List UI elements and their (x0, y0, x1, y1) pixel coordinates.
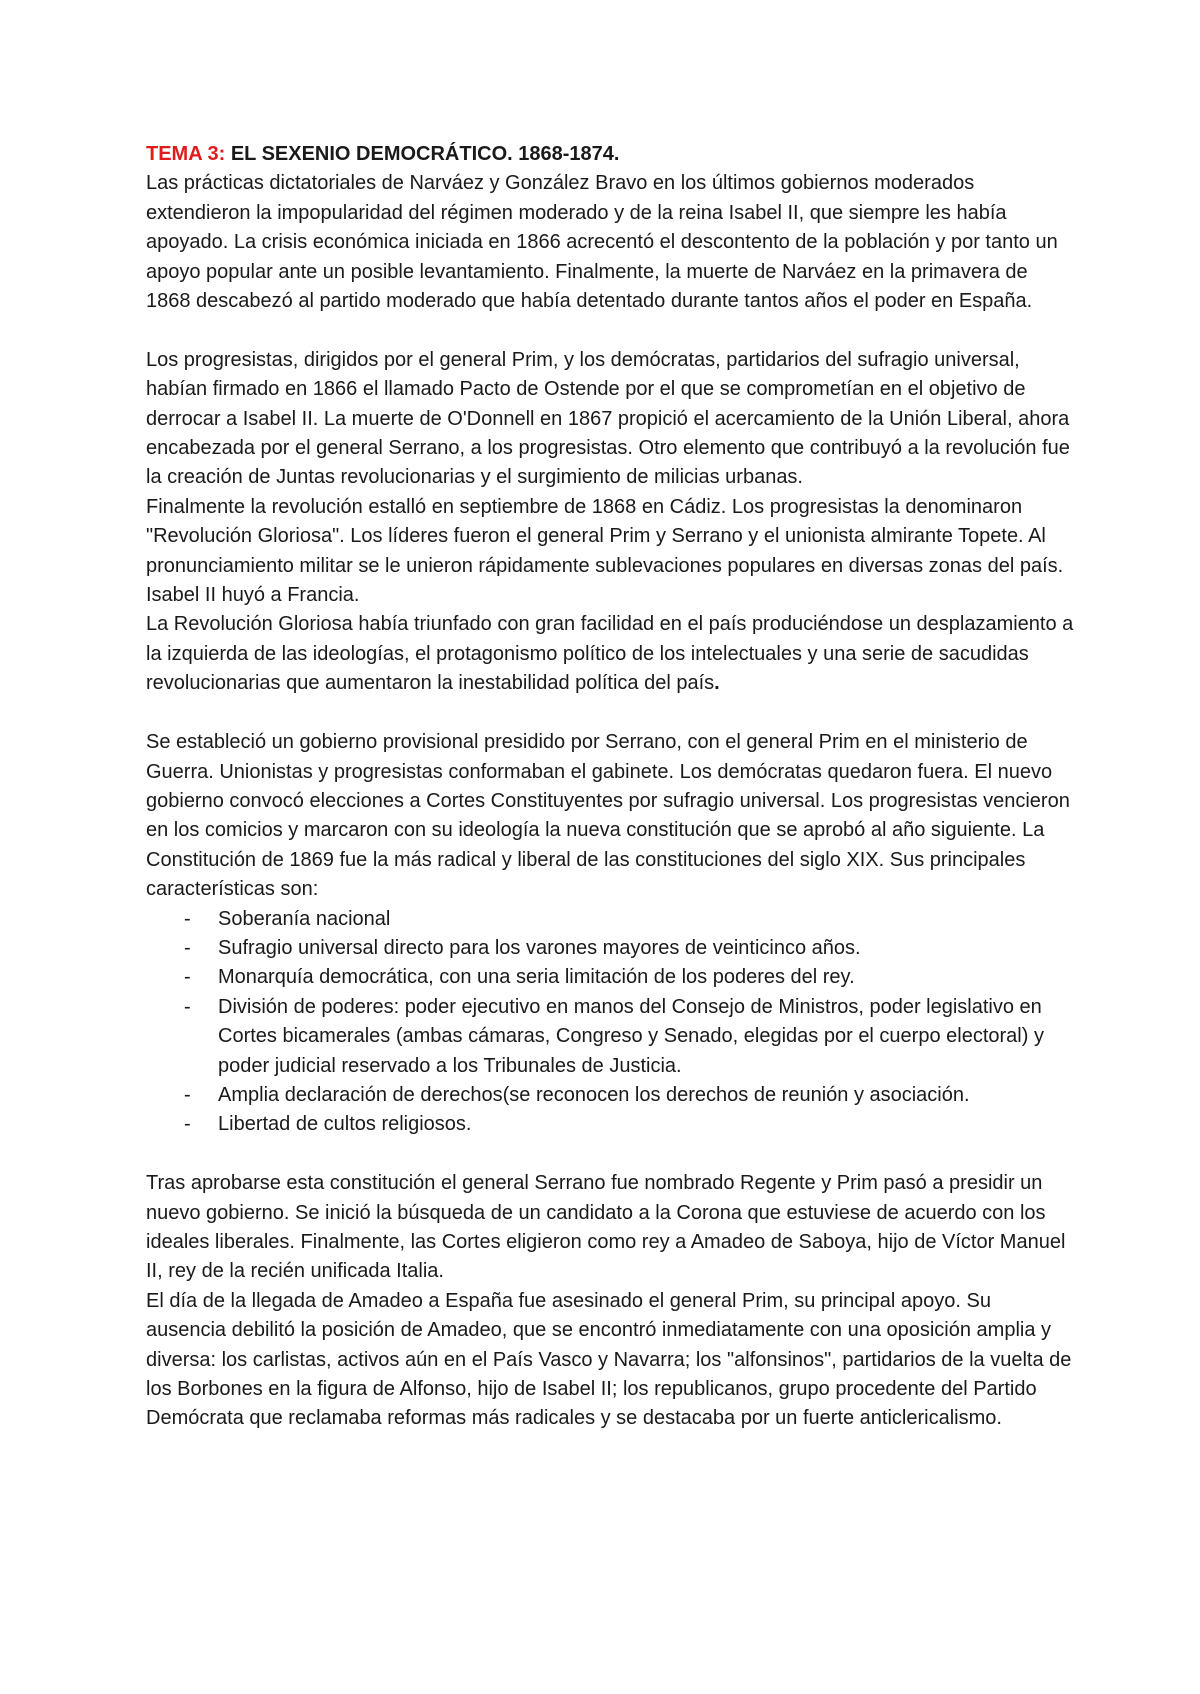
list-item-text: Sufragio universal directo para los varones mayores de veinticinco años. (218, 936, 861, 959)
list-item (146, 1110, 1076, 1139)
list-item-text: Soberanía nacional (218, 907, 391, 930)
paragraph-1: Las prácticas dictatoriales de Narváez y González Bravo en los últimos gobiernos moderados extendieron la impopularidad del régimen moderado y de la reina Isabel II, que siempre les había apoyado. La crisis económica iniciada en 1866 acrecentó el descontento de la población y por tanto un apoyo popular ante un posible levantamiento. Finalmente, la muerte de Narváez en la primavera de 1868 descabezó al partido moderado que había detentado durante tantos años el poder en España. (146, 172, 1058, 313)
dash-bullet: - (184, 1083, 191, 1106)
title-label: TEMA 3: (146, 143, 226, 165)
list-item-text: Amplia declaración de derechos(se reconocen los derechos de reunión y asociación. (218, 1083, 970, 1106)
list-item (146, 934, 1076, 963)
paragraph-7: El día de la llegada de Amadeo a España fue asesinado el general Prim, su principal apoyo. Su ausencia debilitó la posición de Amadeo, que se encontró inmediatamente con una oposición amplia y diversa: los carlistas, activos aún en el País Vasco y Navarra; los "alfonsinos", partidarios de la vuelta de los Borbones en la figura de Alfonso, hijo de Isabel II; los republicanos, grupo procedente del Partido Demócrata que reclamaba reformas más radicales y se destacaba por un fuerte anticlericalismo. (146, 1289, 1072, 1430)
list-item-text: Libertad de cultos religiosos. (218, 1113, 472, 1136)
list-item-text: División de poderes: poder ejecutivo en manos del Consejo de Ministros, poder legislativo en Cortes bicamerales (ambas cámaras, Congreso y Senado, elegidas por el cuerpo electoral) y poder judicial reservado a los Tribunales de Justicia. (218, 995, 1044, 1077)
paragraph-4-end: . (714, 672, 720, 695)
list-item (146, 905, 1076, 934)
paragraph-gap (146, 1140, 1076, 1169)
document-page (146, 140, 1076, 1434)
paragraph-5: Se estableció un gobierno provisional presidido por Serrano, con el general Prim en el ministerio de Guerra. Unionistas y progresistas conformaban el gabinete. Los demócratas quedaron fuera. El nuevo gobierno convocó elecciones a Cortes Constituyentes por sufragio universal. Los progresistas vencieron en los comicios y marcaron con su ideología la nueva constitución que se aprobó al año siguiente. La Constitución de 1869 fue la más radical y liberal de las constituciones del siglo XIX. Sus principales características son: (146, 731, 1070, 901)
constitution-features-list (146, 905, 1076, 1140)
document-title (146, 140, 1076, 169)
list-item (146, 963, 1076, 992)
paragraph-3: Finalmente la revolución estalló en septiembre de 1868 en Cádiz. Los progresistas la denominaron "Revolución Gloriosa". Los líderes fueron el general Prim y Serrano y el unionista almirante Topete. Al pronunciamiento militar se le unieron rápidamente sublevaciones populares en diversas zonas del país. Isabel II huyó a Francia. (146, 495, 1064, 607)
dash-bullet: - (184, 966, 191, 989)
paragraph-gap (146, 316, 1076, 345)
paragraph-4 (146, 610, 1076, 698)
paragraph-4-text: La Revolución Gloriosa había triunfado con gran facilidad en el país produciéndose un desplazamiento a la izquierda de las ideologías, el protagonismo político de los intelectuales y una serie de sacudidas revolucionarias que aumentaron la inestabilidad política del país (146, 613, 1074, 695)
paragraph-6: Tras aprobarse esta constitución el general Serrano fue nombrado Regente y Prim pasó a presidir un nuevo gobierno. Se inició la búsqueda de un candidato a la Corona que estuviese de acuerdo con los ideales liberales. Finalmente, las Cortes eligieron como rey a Amadeo de Saboya, hijo de Víctor Manuel II, rey de la recién unificada Italia. (146, 1172, 1066, 1283)
dash-bullet: - (184, 1113, 191, 1136)
paragraph-2: Los progresistas, dirigidos por el general Prim, y los demócratas, partidarios del sufragio universal, habían firmado en 1866 el llamado Pacto de Ostende por el que se comprometían en el objetivo de derrocar a Isabel II. La muerte de O'Donnell en 1867 propició el acercamiento de la Unión Liberal, ahora encabezada por el general Serrano, a los progresistas. Otro elemento que contribuyó a la revolución fue la creación de Juntas revolucionarias y el surgimiento de milicias urbanas. (146, 348, 1070, 489)
list-item (146, 993, 1076, 1081)
title-text: EL SEXENIO DEMOCRÁTICO. 1868-1874. (225, 143, 620, 165)
list-item-text: Monarquía democrática, con una seria limitación de los poderes del rey. (218, 966, 855, 989)
dash-bullet: - (184, 936, 191, 959)
paragraph-gap (146, 699, 1076, 728)
list-item (146, 1081, 1076, 1110)
dash-bullet: - (184, 907, 191, 930)
dash-bullet: - (184, 995, 191, 1018)
